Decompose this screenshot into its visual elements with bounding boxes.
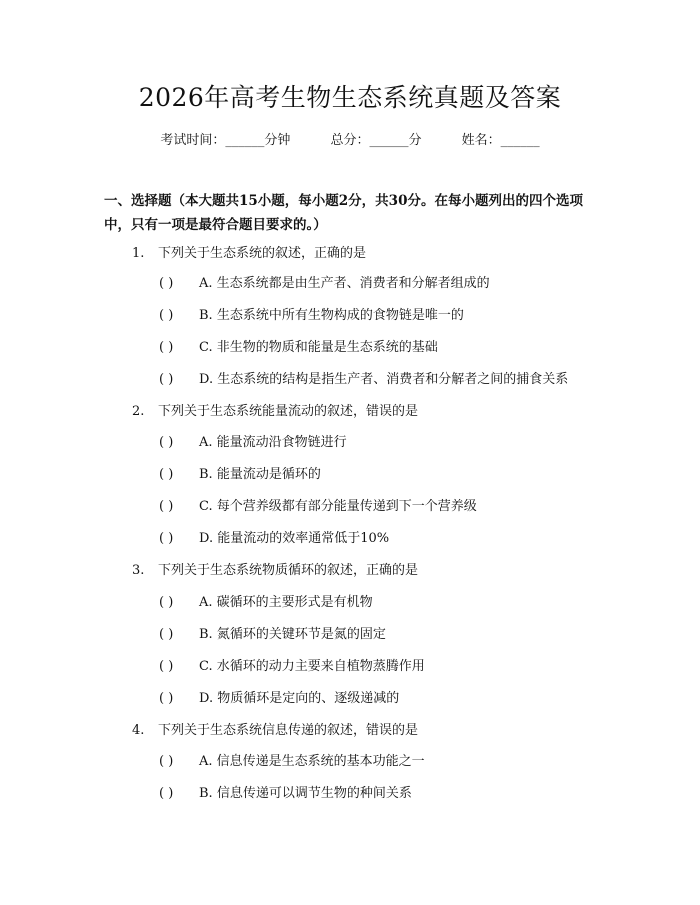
question-stem: 下列关于生态系统信息传递的叙述，错误的是	[158, 723, 419, 738]
question-number: 2.	[132, 404, 145, 419]
question-2-option-d	[159, 529, 389, 549]
option-text: D. 生态系统的结构是指生产者、消费者和分解者之间的捕食关系	[199, 372, 569, 387]
question-3-option-b	[159, 625, 386, 645]
answer-blank: ( )	[159, 691, 174, 706]
answer-blank: ( )	[159, 786, 174, 801]
question-4-option-b	[159, 784, 412, 804]
question-2-option-c	[159, 497, 477, 517]
page-title: 2026年高考生物生态系统真题及答案	[138, 83, 562, 112]
question-1-option-d	[159, 370, 568, 390]
answer-blank: ( )	[159, 340, 174, 355]
question-number: 4.	[132, 723, 145, 738]
answer-blank: ( )	[159, 627, 174, 642]
question-3	[132, 561, 418, 581]
total-score-field: 总分：______分	[330, 133, 422, 148]
option-text: C. 水循环的动力主要来自植物蒸腾作用	[199, 659, 425, 674]
option-text: B. 能量流动是循环的	[199, 467, 321, 482]
question-number: 3.	[132, 563, 145, 578]
section-heading: 一、选择题（本大题共15小题，每小题2分，共30分。在每小题列出的四个选项中，只有一项是最符合题目要求的。）	[104, 193, 583, 233]
question-1-option-c	[159, 338, 438, 358]
answer-blank: ( )	[159, 659, 174, 674]
question-stem: 下列关于生态系统物质循环的叙述，正确的是	[158, 563, 419, 578]
question-2-option-b	[159, 465, 321, 485]
student-name-field: 姓名：______	[461, 133, 540, 148]
question-1-option-a	[159, 274, 490, 294]
question-3-option-d	[159, 689, 399, 709]
exam-time-field: 考试时间：______分钟	[160, 133, 291, 148]
answer-blank: ( )	[159, 435, 174, 450]
option-text: A. 信息传递是生态系统的基本功能之一	[199, 754, 425, 769]
question-1	[132, 244, 366, 264]
answer-blank: ( )	[159, 531, 174, 546]
answer-blank: ( )	[159, 276, 174, 291]
answer-blank: ( )	[159, 467, 174, 482]
question-3-option-c	[159, 657, 425, 677]
option-text: A. 碳循环的主要形式是有机物	[199, 595, 373, 610]
option-text: A. 生态系统都是由生产者、消费者和分解者组成的	[199, 276, 490, 291]
option-text: C. 非生物的物质和能量是生态系统的基础	[199, 340, 438, 355]
answer-blank: ( )	[159, 372, 174, 387]
option-text: D. 能量流动的效率通常低于10%	[199, 531, 390, 546]
question-stem: 下列关于生态系统能量流动的叙述，错误的是	[158, 404, 419, 419]
question-stem: 下列关于生态系统的叙述，正确的是	[158, 246, 367, 261]
option-text: D. 物质循环是定向的、逐级递减的	[199, 691, 400, 706]
option-text: B. 氮循环的关键环节是氮的固定	[199, 627, 386, 642]
question-number: 1.	[132, 246, 145, 261]
option-text: B. 生态系统中所有生物构成的食物链是唯一的	[199, 308, 464, 323]
option-text: B. 信息传递可以调节生物的种间关系	[199, 786, 412, 801]
question-4-option-a	[159, 752, 425, 772]
answer-blank: ( )	[159, 754, 174, 769]
question-2	[132, 402, 418, 422]
answer-blank: ( )	[159, 499, 174, 514]
question-4	[132, 721, 418, 741]
option-text: C. 每个营养级都有部分能量传递到下一个营养级	[199, 499, 477, 514]
question-3-option-a	[159, 593, 373, 613]
option-text: A. 能量流动沿食物链进行	[199, 435, 347, 450]
exam-info-line	[0, 130, 700, 152]
answer-blank: ( )	[159, 308, 174, 323]
question-1-option-b	[159, 306, 464, 326]
question-2-option-a	[159, 433, 347, 453]
answer-blank: ( )	[159, 595, 174, 610]
